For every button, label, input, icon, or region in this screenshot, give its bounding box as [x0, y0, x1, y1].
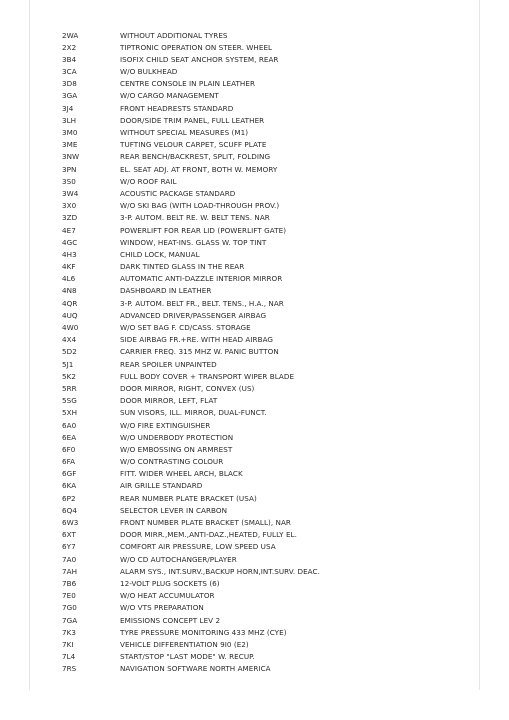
option-code: 4UQ [62, 310, 78, 320]
option-row [0, 212, 509, 224]
option-description: CHILD LOCK, MANUAL [120, 249, 200, 259]
option-row [0, 627, 509, 639]
option-description: AIR GRILLE STANDARD [120, 481, 203, 491]
option-code: 6FA [62, 457, 76, 467]
option-row [0, 505, 509, 517]
option-code: 3LH [62, 115, 77, 125]
option-row [0, 615, 509, 627]
option-description: W/O EMBOSSING ON ARMREST [120, 444, 233, 454]
option-row [0, 151, 509, 163]
option-description: REAR BENCH/BACKREST, SPLIT, FOLDING [120, 152, 271, 162]
option-code: 3NW [62, 152, 80, 162]
option-row [0, 456, 509, 468]
option-code: 7AH [62, 566, 78, 576]
option-code: 7RS [62, 664, 77, 674]
option-row [0, 566, 509, 578]
option-description: FITT. WIDER WHEEL ARCH, BLACK [120, 469, 243, 479]
option-code: 6W3 [62, 518, 79, 527]
option-code: 3PN [62, 164, 77, 174]
option-row [0, 420, 509, 432]
option-code: 7GA [62, 615, 78, 625]
option-description: DOOR MIRR.,MEM.,ANTI-DAZ.,HEATED, FULLY EL. [120, 530, 297, 540]
option-description: W/O FIRE EXTINGUISHER [120, 420, 211, 430]
option-description: W/O CONTRASTING COLOUR [120, 457, 224, 467]
option-description: FULL BODY COVER + TRANSPORT WIPER BLADE [120, 371, 295, 381]
option-row [0, 200, 509, 212]
option-description: TYRE PRESSURE MONITORING 433 MHZ (CYE) [120, 627, 287, 637]
option-code: 6Q4 [62, 505, 77, 515]
option-code: 3CA [62, 67, 77, 77]
option-code: 3ZD [62, 213, 78, 223]
option-row [0, 346, 509, 358]
option-description: 3-P. AUTOM. BELT FR., BELT. TENS., H.A., NAR [120, 298, 284, 308]
option-description: DARK TINTED GLASS IN THE REAR [120, 262, 245, 272]
option-row [0, 359, 509, 371]
option-description: W/O HEAT ACCUMULATOR [120, 591, 215, 601]
option-row [0, 432, 509, 444]
option-description: WITHOUT ADDITIONAL TYRES [120, 30, 228, 40]
option-description: W/O ROOF RAIL [120, 176, 177, 186]
option-description: W/O SET BAG F. CD/CASS. STORAGE [120, 323, 251, 332]
option-description: START/STOP "LAST MODE" W. RECUP. [120, 652, 255, 662]
option-description: VEHICLE DIFFERENTIATION 9I0 (E2) [120, 639, 249, 649]
option-code: 7B6 [62, 578, 77, 588]
option-description: SIDE AIRBAG FR.+RE. WITH HEAD AIRBAG [120, 335, 274, 345]
option-code: 4E7 [62, 225, 76, 235]
option-row [0, 54, 509, 66]
option-description: CARRIER FREQ. 315 MHZ W. PANIC BUTTON [120, 347, 279, 357]
option-description: W/O BULKHEAD [120, 67, 178, 77]
option-description: SELECTOR LEVER IN CARBON [120, 505, 228, 515]
option-row [0, 30, 509, 42]
option-row [0, 529, 509, 541]
option-row [0, 273, 509, 285]
option-code: 3M0 [62, 128, 78, 137]
option-code: 2X2 [62, 42, 77, 52]
option-code: 3W4 [62, 188, 79, 198]
option-row [0, 383, 509, 395]
option-description: ALARM SYS., INT.SURV.,BACKUP HORN,INT.SURV. DEAC. [120, 566, 320, 576]
option-code: 3J4 [62, 103, 74, 113]
option-row [0, 310, 509, 322]
option-row [0, 371, 509, 383]
option-code: 4KF [62, 262, 76, 272]
option-description: POWERLIFT FOR REAR LID (POWERLIFT GATE) [120, 225, 287, 235]
option-description: CENTRE CONSOLE IN PLAIN LEATHER [120, 79, 256, 89]
option-row [0, 590, 509, 602]
option-row [0, 90, 509, 102]
option-code: 4W0 [62, 323, 79, 332]
option-code-list [0, 30, 509, 676]
option-code: 3S0 [62, 176, 76, 186]
option-row [0, 651, 509, 663]
option-code: 7G0 [62, 603, 77, 613]
option-description: WINDOW, HEAT-INS. GLASS W. TOP TINT [120, 237, 267, 247]
option-code: 6GF [62, 469, 77, 479]
option-description: REAR NUMBER PLATE BRACKET (USA) [120, 493, 257, 503]
option-description: W/O UNDERBODY PROTECTION [120, 432, 234, 442]
option-row [0, 578, 509, 590]
option-description: FRONT NUMBER PLATE BRACKET (SMALL), NAR [120, 518, 291, 527]
option-code: 7KI [62, 639, 74, 649]
option-code: 6P2 [62, 493, 76, 503]
option-code: 3B4 [62, 54, 77, 64]
option-description: DOOR MIRROR, LEFT, FLAT [120, 396, 218, 406]
option-row [0, 139, 509, 151]
option-description: 12-VOLT PLUG SOCKETS (6) [120, 578, 220, 588]
option-code: 4H3 [62, 249, 77, 259]
option-code: 3GA [62, 91, 78, 101]
option-code: 7A0 [62, 554, 77, 564]
option-row [0, 115, 509, 127]
option-code: 5SG [62, 396, 77, 406]
option-row [0, 164, 509, 176]
option-description: TUFTING VELOUR CARPET, SCUFF PLATE [120, 140, 267, 150]
option-code: 7L4 [62, 652, 76, 662]
option-description: NAVIGATION SOFTWARE NORTH AMERICA [120, 664, 271, 674]
option-description: SUN VISORS, ILL. MIRROR, DUAL-FUNCT. [120, 408, 267, 418]
option-row [0, 395, 509, 407]
option-description: AUTOMATIC ANTI-DAZZLE INTERIOR MIRROR [120, 274, 283, 284]
option-row [0, 517, 509, 529]
option-row [0, 602, 509, 614]
option-code: 6F0 [62, 444, 76, 454]
option-description: ADVANCED DRIVER/PASSENGER AIRBAG [120, 310, 267, 320]
option-description: 3-P. AUTOM. BELT RE. W. BELT TENS. NAR [120, 213, 270, 223]
option-row [0, 334, 509, 346]
option-row [0, 261, 509, 273]
option-code: 4L6 [62, 274, 76, 284]
option-code: 3D8 [62, 79, 77, 89]
option-description: FRONT HEADRESTS STANDARD [120, 103, 234, 113]
option-description: W/O CD AUTOCHANGER/PLAYER [120, 554, 237, 564]
option-row [0, 468, 509, 480]
option-row [0, 407, 509, 419]
option-code: 5XH [62, 408, 78, 418]
option-description: REAR SPOILER UNPAINTED [120, 359, 217, 369]
option-code: 4GC [62, 237, 78, 247]
option-row [0, 78, 509, 90]
option-code: 3ME [62, 140, 78, 150]
option-description: EMISSIONS CONCEPT LEV 2 [120, 615, 221, 625]
option-row [0, 493, 509, 505]
option-description: W/O SKI BAG (WITH LOAD-THROUGH PROV.) [120, 201, 280, 211]
option-row [0, 225, 509, 237]
option-row [0, 541, 509, 553]
option-code: 7K3 [62, 627, 77, 637]
option-description: W/O VTS PREPARATION [120, 603, 204, 613]
option-row [0, 444, 509, 456]
option-code: 5D2 [62, 347, 77, 357]
option-description: DOOR MIRROR, RIGHT, CONVEX (US) [120, 383, 255, 393]
option-code: 4N8 [62, 286, 77, 296]
option-code: 7E0 [62, 591, 76, 601]
option-code: 6XT [62, 530, 76, 540]
option-row [0, 554, 509, 566]
option-description: DASHBOARD IN LEATHER [120, 286, 212, 296]
option-description: DOOR/SIDE TRIM PANEL, FULL LEATHER [120, 115, 265, 125]
option-code: 3X0 [62, 201, 77, 211]
option-row [0, 639, 509, 651]
option-code: 5RR [62, 383, 77, 393]
option-row [0, 103, 509, 115]
option-description: W/O CARGO MANAGEMENT [120, 91, 219, 101]
option-row [0, 480, 509, 492]
option-row [0, 127, 509, 139]
option-code: 6EA [62, 432, 77, 442]
option-row [0, 66, 509, 78]
option-code: 4X4 [62, 335, 77, 345]
option-description: ISOFIX CHILD SEAT ANCHOR SYSTEM, REAR [120, 54, 279, 64]
option-description: ACOUSTIC PACKAGE STANDARD [120, 188, 236, 198]
option-description: COMFORT AIR PRESSURE, LOW SPEED USA [120, 542, 276, 552]
option-code: 6A0 [62, 420, 77, 430]
option-row [0, 42, 509, 54]
option-code: 5J1 [62, 359, 74, 369]
option-row [0, 285, 509, 297]
option-code: 6Y7 [62, 542, 76, 552]
option-code: 6KA [62, 481, 77, 491]
option-row [0, 298, 509, 310]
option-row [0, 249, 509, 261]
option-row [0, 663, 509, 675]
option-description: EL. SEAT ADJ. AT FRONT, BOTH W. MEMORY [120, 164, 278, 174]
option-code: 4QR [62, 298, 78, 308]
option-row [0, 176, 509, 188]
option-code: 2WA [62, 30, 79, 40]
option-row [0, 188, 509, 200]
option-description: WITHOUT SPECIAL MEASURES (M1) [120, 128, 249, 137]
option-description: TIPTRONIC OPERATION ON STEER. WHEEL [120, 42, 273, 52]
option-code: 5K2 [62, 371, 77, 381]
option-row [0, 322, 509, 334]
option-row [0, 237, 509, 249]
